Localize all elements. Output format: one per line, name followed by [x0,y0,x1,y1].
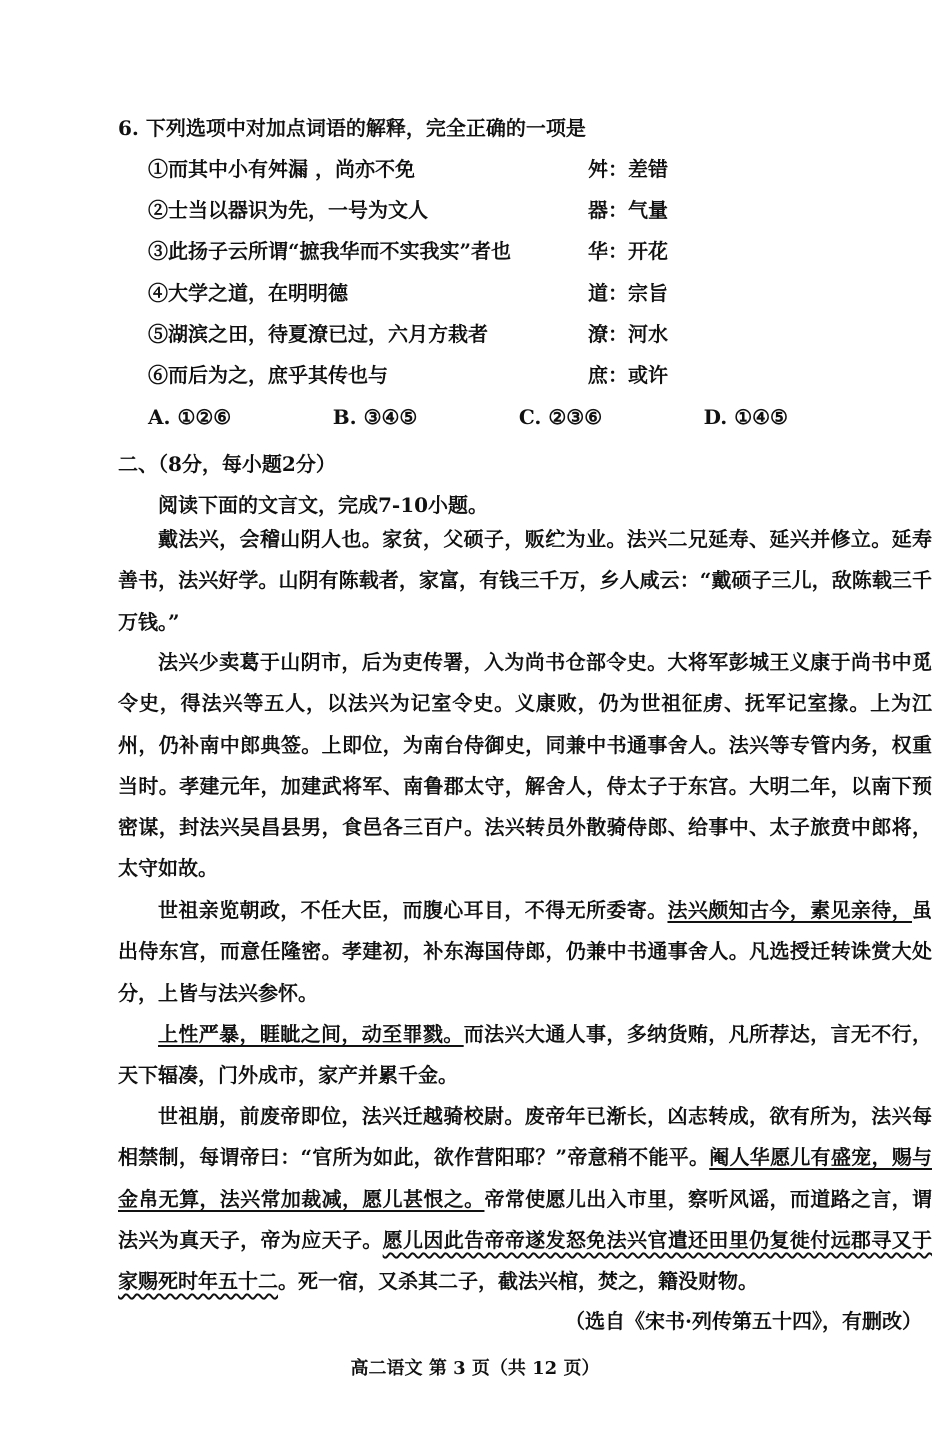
option-def-6: 庶：或许 [588,363,668,387]
choice-c[interactable]: C. ②③⑥ [518,405,603,429]
option-def-2: 器：气量 [588,198,668,222]
paragraph-4-text: 而法兴大通人事，多纳货贿，凡所荐达，言无不行，天下辐凑，门外成市，家产并累千金。 [118,1022,933,1088]
choice-a[interactable]: A. ①②⑥ [148,405,232,429]
option-item-2: ②士当以器识为先，一号为文人 [148,198,428,222]
passage-paragraph-3 [118,890,932,1014]
answer-choices [148,403,788,431]
option-def-1: 舛：差错 [588,157,668,181]
paragraph-3-text-a: 世祖亲览朝政，不任大臣，而腹心耳目，不得无所委寄。 [158,898,668,922]
paragraph-5-underlined: 阉人华愿儿有盛宠，赐与金帛无算，法兴常加裁减，愿儿甚恨之。 [118,1145,932,1211]
paragraph-3-text-b: 虽出侍东宫，而意任隆密。孝建初，补东海国侍郎，仍兼中书通事舍人。凡选授迁转诛赏大处分，上皆与法兴参怀。 [118,898,933,1005]
question-6-title: 6. 下列选项中对加点词语的解释，完全正确的一项是 [118,116,586,140]
option-item-5: ⑤湖滨之田，待夏潦已过，六月方栽者 [148,322,488,346]
option-def-5: 潦：河水 [588,322,668,346]
page-footer: 高二语文 第 3 页（共 12 页） [350,1358,600,1379]
option-def-4: 道：宗旨 [588,281,668,305]
option-item-3: ③此扬子云所谓“摭我华而不实我实”者也 [148,239,512,263]
option-item-4: ④大学之道，在明明德 [148,281,348,305]
paragraph-5-wavy-underlined: 愿儿因此告帝帝遂发怒免法兴官遣还田里仍复徙付远郡寻又于家赐死时年五十二 [118,1227,933,1294]
paragraph-5-text-c: 。死一宿，又杀其二子，截法兴棺，焚之，籍没财物。 [278,1269,758,1294]
passage-paragraph-4 [118,1014,932,1097]
passage-source: （选自《宋书·列传第五十四》，有删改） [565,1309,922,1333]
option-def-3: 华：开花 [588,239,668,263]
paragraph-4-underlined: 上性严暴，睚眦之间，动至罪戮。 [158,1022,464,1046]
passage-paragraph-5 [118,1096,932,1302]
passage-paragraph-2 [118,642,932,890]
paragraph-2-text: 法兴少卖葛于山阴市，后为吏传署，入为尚书仓部令史。大将军彭城王义康于尚书中觅令史，得法兴等五人，以法兴为记室令史。义康败，仍为世祖征虏、抚军记室掾。上为江州，仍补南中郎典签。上即位，为南台侍御史，同兼中书通事舍人。法兴等专管内务，权重当时。孝建元年，加建武将军、南鲁郡太守，解舍人，侍太子于东宫。大明二年，以南下预密谋，封法兴吴昌县男，食邑各三百户。法兴转员外散骑侍郎、给事中、太子旅贲中郎将，太守如故。 [118,650,932,881]
choice-b[interactable]: B. ③④⑤ [332,405,418,429]
paragraph-5-text-b: 帝常使愿儿出入市里，察听风谣，而道路之言，谓法兴为真天子，帝为应天子。 [118,1186,933,1252]
paragraph-5-text-a: 世祖崩，前废帝即位，法兴迁越骑校尉。废帝年已渐长，凶志转成，欲有所为，法兴每相禁制，每谓帝曰：“官所为如此，欲作营阳耶？”帝意稍不能平。 [118,1104,932,1170]
option-item-6: ⑥而后为之，庶乎其传也与 [148,363,388,387]
choice-d[interactable]: D. ①④⑤ [703,405,788,429]
passage-paragraph-1 [118,519,932,643]
option-item-1: ①而其中小有舛漏 ，尚亦不免 [148,157,415,181]
section-intro: 阅读下面的文言文，完成7-10小题。 [158,493,489,517]
paragraph-3-underlined: 法兴颇知古今，素见亲待， [667,898,913,922]
section-heading: 二、（8分，每小题2分） [118,452,336,476]
paragraph-1-text: 戴法兴，会稽山阴人也。家贫，父硕子，贩纻为业。法兴二兄延寿、延兴并修立。延寿善书，法兴好学。山阴有陈载者，家富，有钱三千万，乡人咸云：“戴硕子三儿，敌陈载三千万钱。” [118,527,932,634]
